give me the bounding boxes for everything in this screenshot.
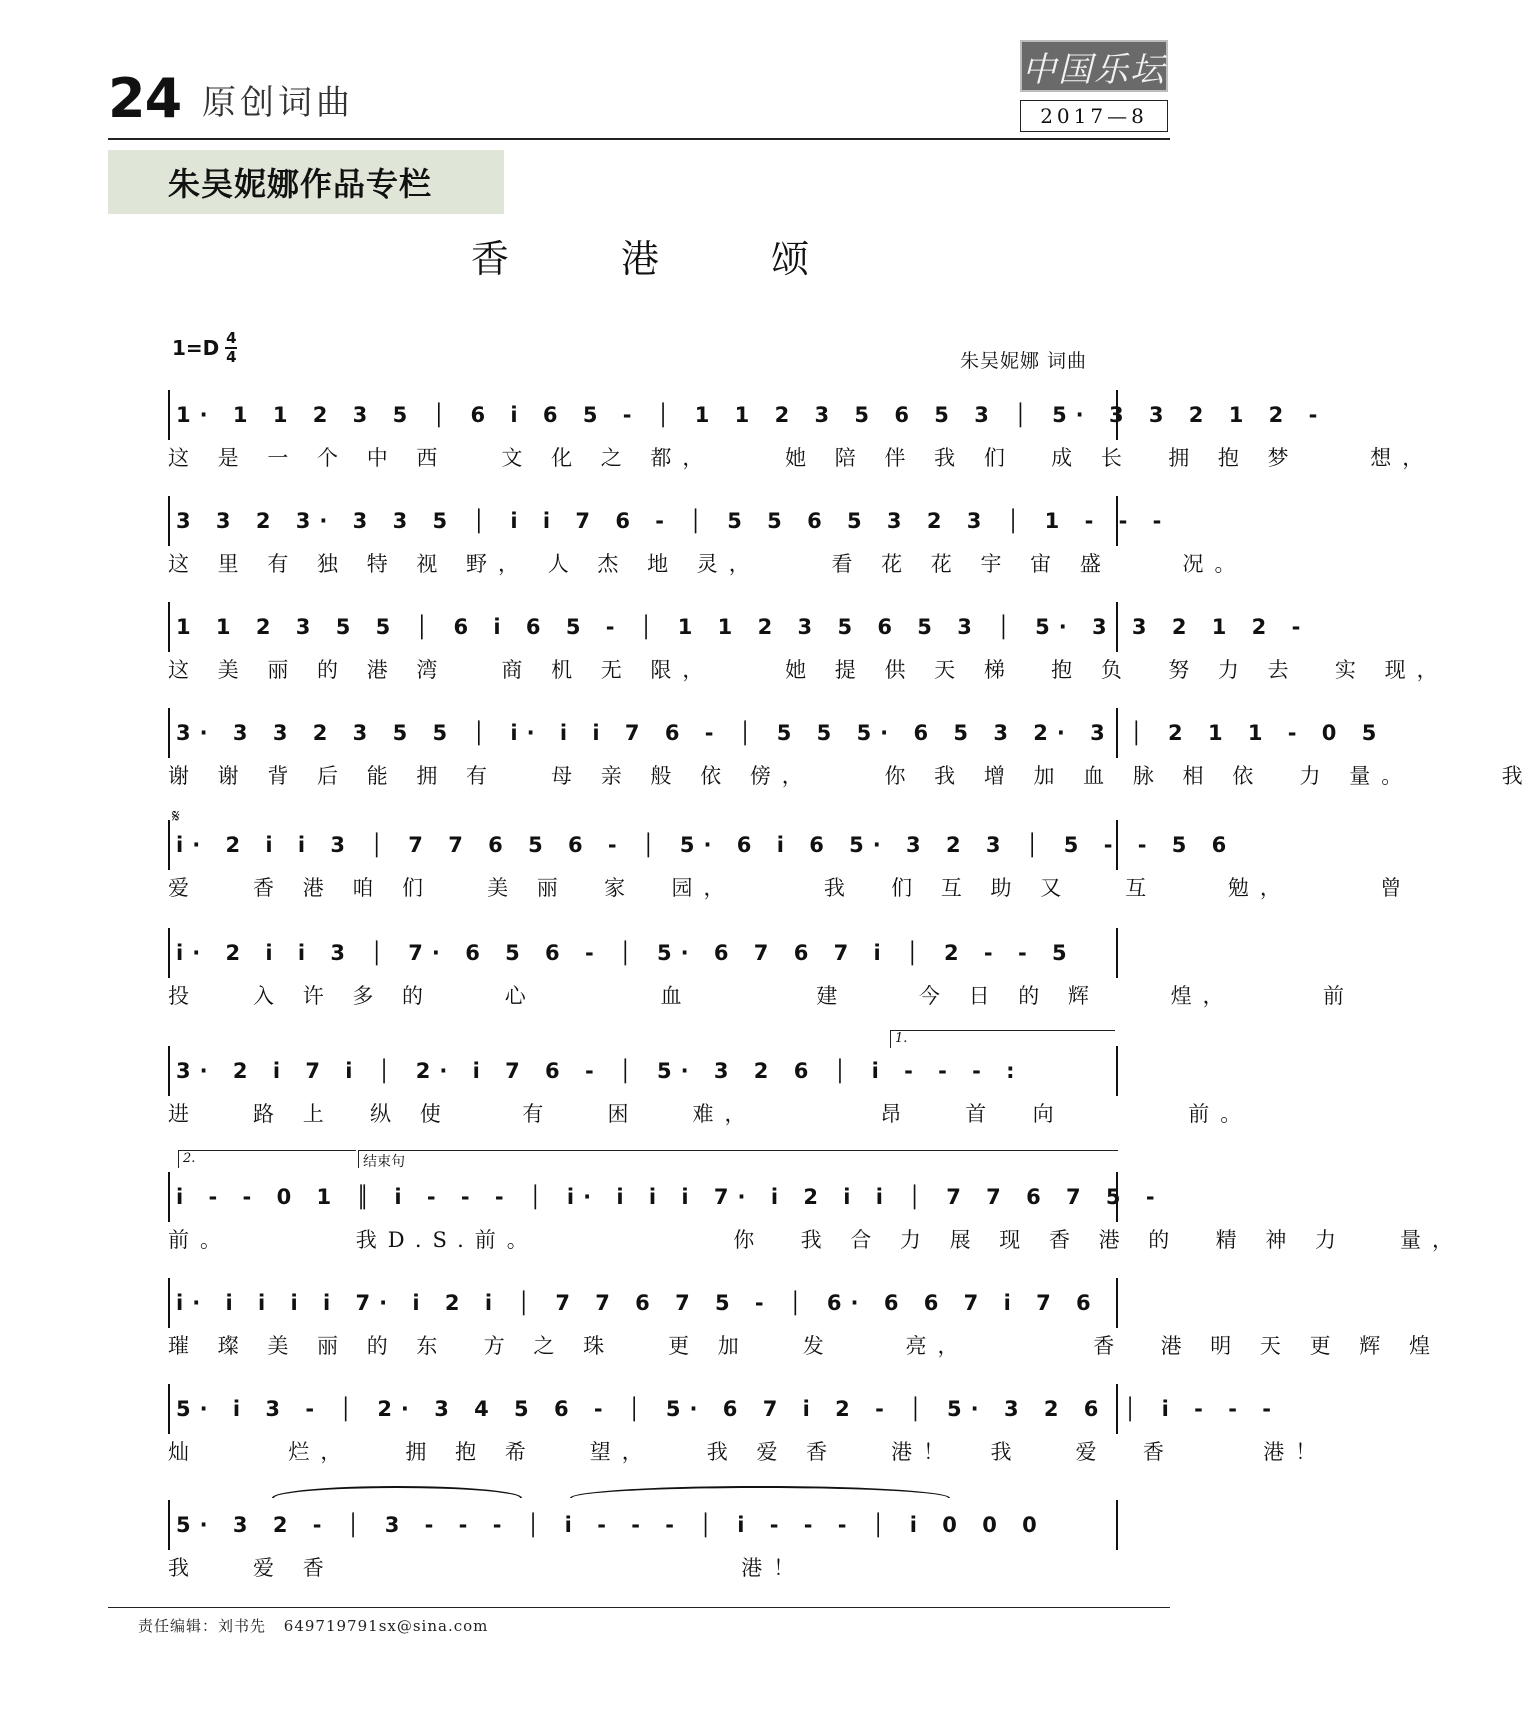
column-banner [108, 150, 504, 214]
time-signature-bottom: 4 [226, 348, 237, 366]
notes-line-2: 3 3 2 3· 3 3 5 │ i i 7 6 - │ 5 5 6 5 3 2 3 │ 1 - - - [168, 496, 1118, 546]
lyrics-line-7: 进 路 上 纵 使 有 困 难， 昂 首 向 前。 [168, 1102, 1253, 1126]
footer [138, 1615, 488, 1636]
notes-line-4: 3· 3 3 2 3 5 5 │ i· i i 7 6 - │ 5 5 5· 6 5 3 2· 3 │ 2 1 1 - 0 5 [168, 708, 1118, 758]
ending-phrase-bracket: 结束句 [358, 1150, 1118, 1168]
notes-line-10: 5· i 3 - │ 2· 3 4 5 6 - │ 5· 6 7 i 2 - │ 5· 3 2 6 │ i - - - [168, 1384, 1118, 1434]
notes-line-3: 1 1 2 3 5 5 │ 6 i 6 5 - │ 1 1 2 3 5 6 5 3 │ 5· 3 3 2 1 2 - [168, 602, 1118, 652]
tie-arc [570, 1486, 950, 1498]
song-title: 香 港 颂 [470, 237, 860, 281]
tie-arc [272, 1486, 522, 1498]
lyrics-line-1: 这 是 一 个 中 西 文 化 之 都， 她 陪 伴 我 们 成 长 拥 抱 梦 想， [168, 446, 1435, 470]
time-signature-top: 4 [226, 329, 237, 347]
magazine-logo [1020, 40, 1168, 92]
key-signature [172, 330, 237, 366]
notes-line-5: i· 2 i i 3 │ 7 7 6 5 6 - │ 5· 6 i 6 5· 3 2 3 │ 5 - - 5 6 [168, 820, 1118, 870]
notes-line-11: 5· 3 2 - │ 3 - - - │ i - - - │ i - - - │ i 0 0 0 [168, 1500, 1118, 1550]
notes-line-6: i· 2 i i 3 │ 7· 6 5 6 - │ 5· 6 7 6 7 i │ 2 - - 5 [168, 928, 1118, 978]
header-divider [108, 138, 1170, 140]
magazine-logo-text: 中国乐坛 [1022, 49, 1166, 90]
notes-line-7: 3· 2 i 7 i │ 2· i 7 6 - │ 5· 3 2 6 │ i - - - : [168, 1046, 1118, 1096]
notes-line-1: 1· 1 1 2 3 5 │ 6 i 6 5 - │ 1 1 2 3 5 6 5 3 │ 5· 3 3 2 1 2 - [168, 390, 1118, 440]
key-label: 1=D [172, 336, 220, 360]
lyrics-line-11: 我 爱 香 港！ [168, 1556, 806, 1580]
page-number: 24 [108, 67, 182, 130]
notes-line-9: i· i i i i 7· i 2 i │ 7 7 6 7 5 - │ 6· 6 6 7 i 7 6 [168, 1278, 1118, 1328]
lyrics-line-6: 投 入 许 多 的 心 血 建 今 日 的 辉 煌， 前 [168, 984, 1356, 1008]
lyrics-line-10: 灿 烂， 拥 抱 希 望， 我 爱 香 港！ 我 爱 香 港！ [168, 1440, 1328, 1464]
notes-line-8: i - - 0 1 ║ i - - - │ i· i i i 7· i 2 i i │ 7 7 6 7 5 - [168, 1172, 1118, 1222]
lyrics-line-3: 这 美 丽 的 港 湾 商 机 无 限， 她 提 供 天 梯 抱 负 努 力 去 实 现， [168, 658, 1449, 682]
lyrics-line-8: 前。 我D.S.前。 你 我 合 力 展 现 香 港 的 精 神 力 量， [168, 1228, 1465, 1252]
issue-number: 2017—8 [1020, 100, 1168, 132]
footer-divider [108, 1607, 1170, 1608]
column-banner-text: 朱吴妮娜作品专栏 [168, 165, 433, 203]
lyrics-line-2: 这 里 有 独 特 视 野， 人 杰 地 灵， 看 花 花 宇 宙 盛 况。 [168, 552, 1247, 576]
composer-credit: 朱吴妮娜 词曲 [960, 350, 1088, 372]
editor-credit: 责任编辑：刘书先 [138, 1617, 267, 1635]
section-title: 原创词曲 [202, 83, 354, 123]
segno-sign: 𝄋 [172, 806, 180, 827]
second-ending-bracket: 2. [178, 1150, 356, 1168]
lyrics-line-9: 璀 璨 美 丽 的 东 方 之 珠 更 加 发 亮， 香 港 明 天 更 辉 煌 [168, 1334, 1441, 1358]
first-ending-bracket: 1. [890, 1030, 1115, 1048]
time-signature [225, 330, 237, 366]
editor-email: 649719791sx@sina.com [283, 1617, 489, 1635]
lyrics-line-4: 谢 谢 背 后 能 拥 有 母 亲 般 依 傍， 你 我 增 加 血 脉 相 依 力 量。 我 [168, 764, 1534, 788]
lyrics-line-5: 爱 香 港 咱 们 美 丽 家 园， 我 们 互 助 又 互 勉， 曾 [168, 876, 1413, 900]
